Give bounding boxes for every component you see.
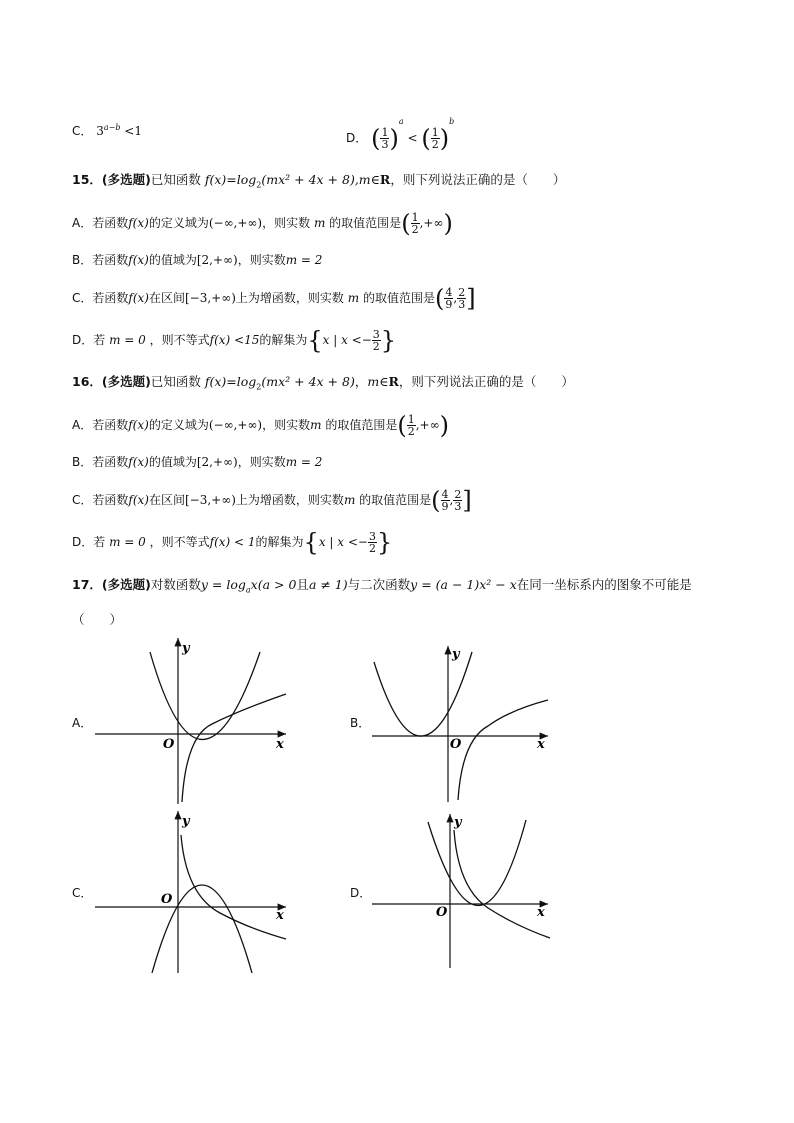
math: f(x) <box>128 216 149 230</box>
q15-option-c: C．若函数f(x)在区间[−3,+∞)上为增函数，则实数 m 的取值范围是( $\frac{4}{9}$ , $\frac{2}{3}$ ] <box>72 284 476 313</box>
fraction: $\frac{3}{2}$ <box>368 530 376 555</box>
math-subscript: a <box>245 585 251 595</box>
math: y = (a − 1)x² − x <box>410 577 517 592</box>
q15-option-a: A．若函数f(x)的定义域为(−∞,+∞)，则实数 m 的取值范围是( $\frac{1}{2}$ ,+∞) <box>72 209 453 238</box>
math: m = 0 <box>109 535 146 549</box>
origin-label: O <box>436 905 448 920</box>
math: m <box>343 493 356 507</box>
stem-text: 已知函数 <box>150 172 201 187</box>
graph-b <box>370 640 555 805</box>
math: [2,+∞) <box>196 455 238 469</box>
math: [−3,+∞) <box>185 493 236 507</box>
option-text: 若函数 <box>92 455 129 469</box>
stem-text: ， <box>354 374 368 389</box>
question-number: 17． <box>72 577 102 592</box>
math: x(a > 0 <box>250 577 297 592</box>
option-text: 上为增函数，则实数 <box>235 493 344 507</box>
math: < <box>407 131 418 145</box>
fraction: $\frac{4}{9}$ <box>445 286 453 311</box>
math: <1 <box>124 124 142 138</box>
y-axis-label: y <box>454 815 462 830</box>
stem-text: 对数函数 <box>150 577 201 592</box>
math: f(x) <box>128 253 149 267</box>
stem-text: ，则下列说法正确的是（ ） <box>390 172 566 187</box>
option-text: ，则实数 <box>262 418 311 432</box>
option-label: D． <box>72 535 94 549</box>
parabola-curve <box>428 820 526 906</box>
math-set-R: R <box>379 172 391 187</box>
option-label: D． <box>346 131 368 145</box>
math: [2,+∞) <box>196 253 238 267</box>
math: 3 <box>96 124 104 138</box>
graph-a-label: A． <box>72 716 93 730</box>
fraction: $\frac{4}{9}$ <box>441 488 449 513</box>
math: ,+∞ <box>415 418 440 432</box>
x-axis-label: x <box>537 905 545 920</box>
math: (mx² + 4x + 8) <box>261 374 355 389</box>
option-text: ，则实数 <box>237 455 286 469</box>
graph-b-label: B． <box>350 716 371 730</box>
option-text: ，则实数 <box>237 253 286 267</box>
fraction: $\frac{1}{2}$ <box>407 413 415 438</box>
option-text: 在区间 <box>148 291 185 305</box>
math: m = 2 <box>285 455 323 469</box>
option-text: ，则不等式 <box>149 333 210 347</box>
stem-text: 已知函数 <box>150 374 201 389</box>
fraction: $\frac{2}{3}$ <box>458 286 466 311</box>
parabola-curve <box>150 652 260 740</box>
question-number: 16． <box>72 374 102 389</box>
fraction: $\frac{3}{2}$ <box>372 328 380 353</box>
x-axis-label: x <box>537 737 545 752</box>
math: f(x) <box>128 291 149 305</box>
question-tag: (多选题) <box>101 374 151 389</box>
graph-c <box>90 805 295 977</box>
question-tag: (多选题) <box>101 577 151 592</box>
math: f(x) <box>128 418 149 432</box>
math: m <box>347 291 360 305</box>
q17-answer-paren: （ ） <box>72 612 123 627</box>
option-text: 若函数 <box>92 253 129 267</box>
math: f(x) <box>128 493 149 507</box>
q14-option-c <box>72 118 142 141</box>
fraction: $\frac{1}{2}$ <box>431 126 439 151</box>
math-subscript: 2 <box>256 180 262 190</box>
option-text: 若函数 <box>92 418 129 432</box>
option-label: C． <box>72 493 93 507</box>
x-axis-label: x <box>276 737 284 752</box>
option-text: 的值域为 <box>148 253 197 267</box>
math: m <box>313 216 326 230</box>
y-axis-label: y <box>452 647 460 662</box>
math: f(x)=log <box>204 374 257 389</box>
x-axis-label: x <box>276 908 284 923</box>
math: m = 2 <box>285 253 323 267</box>
option-text: 的值域为 <box>148 455 197 469</box>
graph-a <box>90 632 295 807</box>
origin-label: O <box>161 892 173 907</box>
origin-label: O <box>163 737 175 752</box>
option-text: 的取值范围是 <box>359 493 432 507</box>
math: f(x) < 1 <box>209 535 256 549</box>
option-text: ，则实数 <box>262 216 311 230</box>
math: m <box>310 418 322 432</box>
q14-option-d: D． ( $\frac{1}{3}$ )$^a$ < ( $\frac{1}{2}$ )$^b$ <box>346 117 455 153</box>
parabola-curve <box>374 652 472 736</box>
option-label: A． <box>72 418 93 432</box>
option-text: 上为增函数，则实数 <box>235 291 344 305</box>
option-label: C． <box>72 291 93 305</box>
math: [−3,+∞) <box>185 291 236 305</box>
y-axis-label: y <box>182 641 190 656</box>
math-set-R: R <box>388 374 399 389</box>
option-label: B． <box>72 253 93 267</box>
math: y = log <box>200 577 246 592</box>
option-label: B． <box>72 455 93 469</box>
q16-option-b <box>72 452 322 472</box>
math-exponent: a−b <box>103 123 121 132</box>
option-label: D． <box>72 333 94 347</box>
math: x | x <− <box>318 535 368 549</box>
q16-option-d: D．若 m = 0 ，则不等式f(x) < 1的解集为{x | x <− $\frac{3}{2}$ } <box>72 528 393 557</box>
math: (−∞,+∞) <box>208 418 263 432</box>
q16-option-a: A．若函数f(x)的定义域为(−∞,+∞)，则实数m 的取值范围是( $\frac{1}{2}$ ,+∞) <box>72 411 449 440</box>
option-text: 的解集为 <box>259 333 308 347</box>
math: f(x) <box>128 455 149 469</box>
math: m∈ <box>367 374 389 389</box>
fraction: $\frac{1}{3}$ <box>381 126 389 151</box>
q15-stem <box>72 170 565 196</box>
question-tag: (多选题) <box>101 172 151 187</box>
option-text: ，则不等式 <box>149 535 210 549</box>
q16-stem <box>72 372 574 398</box>
option-text: 若 <box>93 535 106 549</box>
option-text: 若函数 <box>92 493 129 507</box>
fraction: $\frac{2}{3}$ <box>454 488 462 513</box>
math-subscript: 2 <box>256 382 262 392</box>
stem-text: 与二次函数 <box>347 577 411 592</box>
origin-label: O <box>450 737 462 752</box>
option-text: 若 <box>93 333 106 347</box>
math: (−∞,+∞) <box>208 216 263 230</box>
option-label: C． <box>72 124 93 138</box>
option-text: 在区间 <box>148 493 185 507</box>
option-text: 的取值范围是 <box>329 216 402 230</box>
option-text: 的定义域为 <box>148 216 209 230</box>
math: f(x)=log <box>204 172 257 187</box>
math: f(x) <15 <box>209 333 260 347</box>
stem-text: ，则下列说法正确的是（ ） <box>398 374 574 389</box>
fraction: $\frac{1}{2}$ <box>411 211 419 236</box>
option-label: A． <box>72 216 93 230</box>
math: (mx² + 4x + 8),m∈ <box>261 172 380 187</box>
option-text: 若函数 <box>92 291 129 305</box>
graph-d-label: D． <box>350 886 372 900</box>
stem-text: 在同一坐标系内的图象不可能是 <box>516 577 692 592</box>
option-text: 的定义域为 <box>148 418 209 432</box>
option-text: 的取值范围是 <box>362 291 435 305</box>
log-curve <box>458 700 548 800</box>
question-number: 15． <box>72 172 102 187</box>
q15-option-b <box>72 250 322 270</box>
q17-stem <box>72 575 692 601</box>
math-exponent: a <box>398 117 404 126</box>
math: ,+∞ <box>419 216 444 230</box>
math: x | x <− <box>322 333 372 347</box>
log-curve <box>182 694 286 802</box>
stem-text: 且 <box>296 577 309 592</box>
option-text: 的取值范围是 <box>325 418 398 432</box>
q15-option-d: D．若 m = 0 ，则不等式f(x) <15的解集为{x | x <− $\frac{3}{2}$ } <box>72 326 397 355</box>
log-curve <box>181 835 286 939</box>
math: a ≠ 1) <box>308 577 348 592</box>
option-text: 若函数 <box>92 216 129 230</box>
math-exponent: b <box>449 117 455 126</box>
q16-option-c: C．若函数f(x)在区间[−3,+∞)上为增函数，则实数m 的取值范围是( $\frac{4}{9}$ , $\frac{2}{3}$ ] <box>72 486 472 515</box>
y-axis-label: y <box>182 814 190 829</box>
graph-d <box>370 808 555 970</box>
option-text: 的解集为 <box>255 535 304 549</box>
graph-c-label: C． <box>72 886 93 900</box>
math: m = 0 <box>109 333 146 347</box>
